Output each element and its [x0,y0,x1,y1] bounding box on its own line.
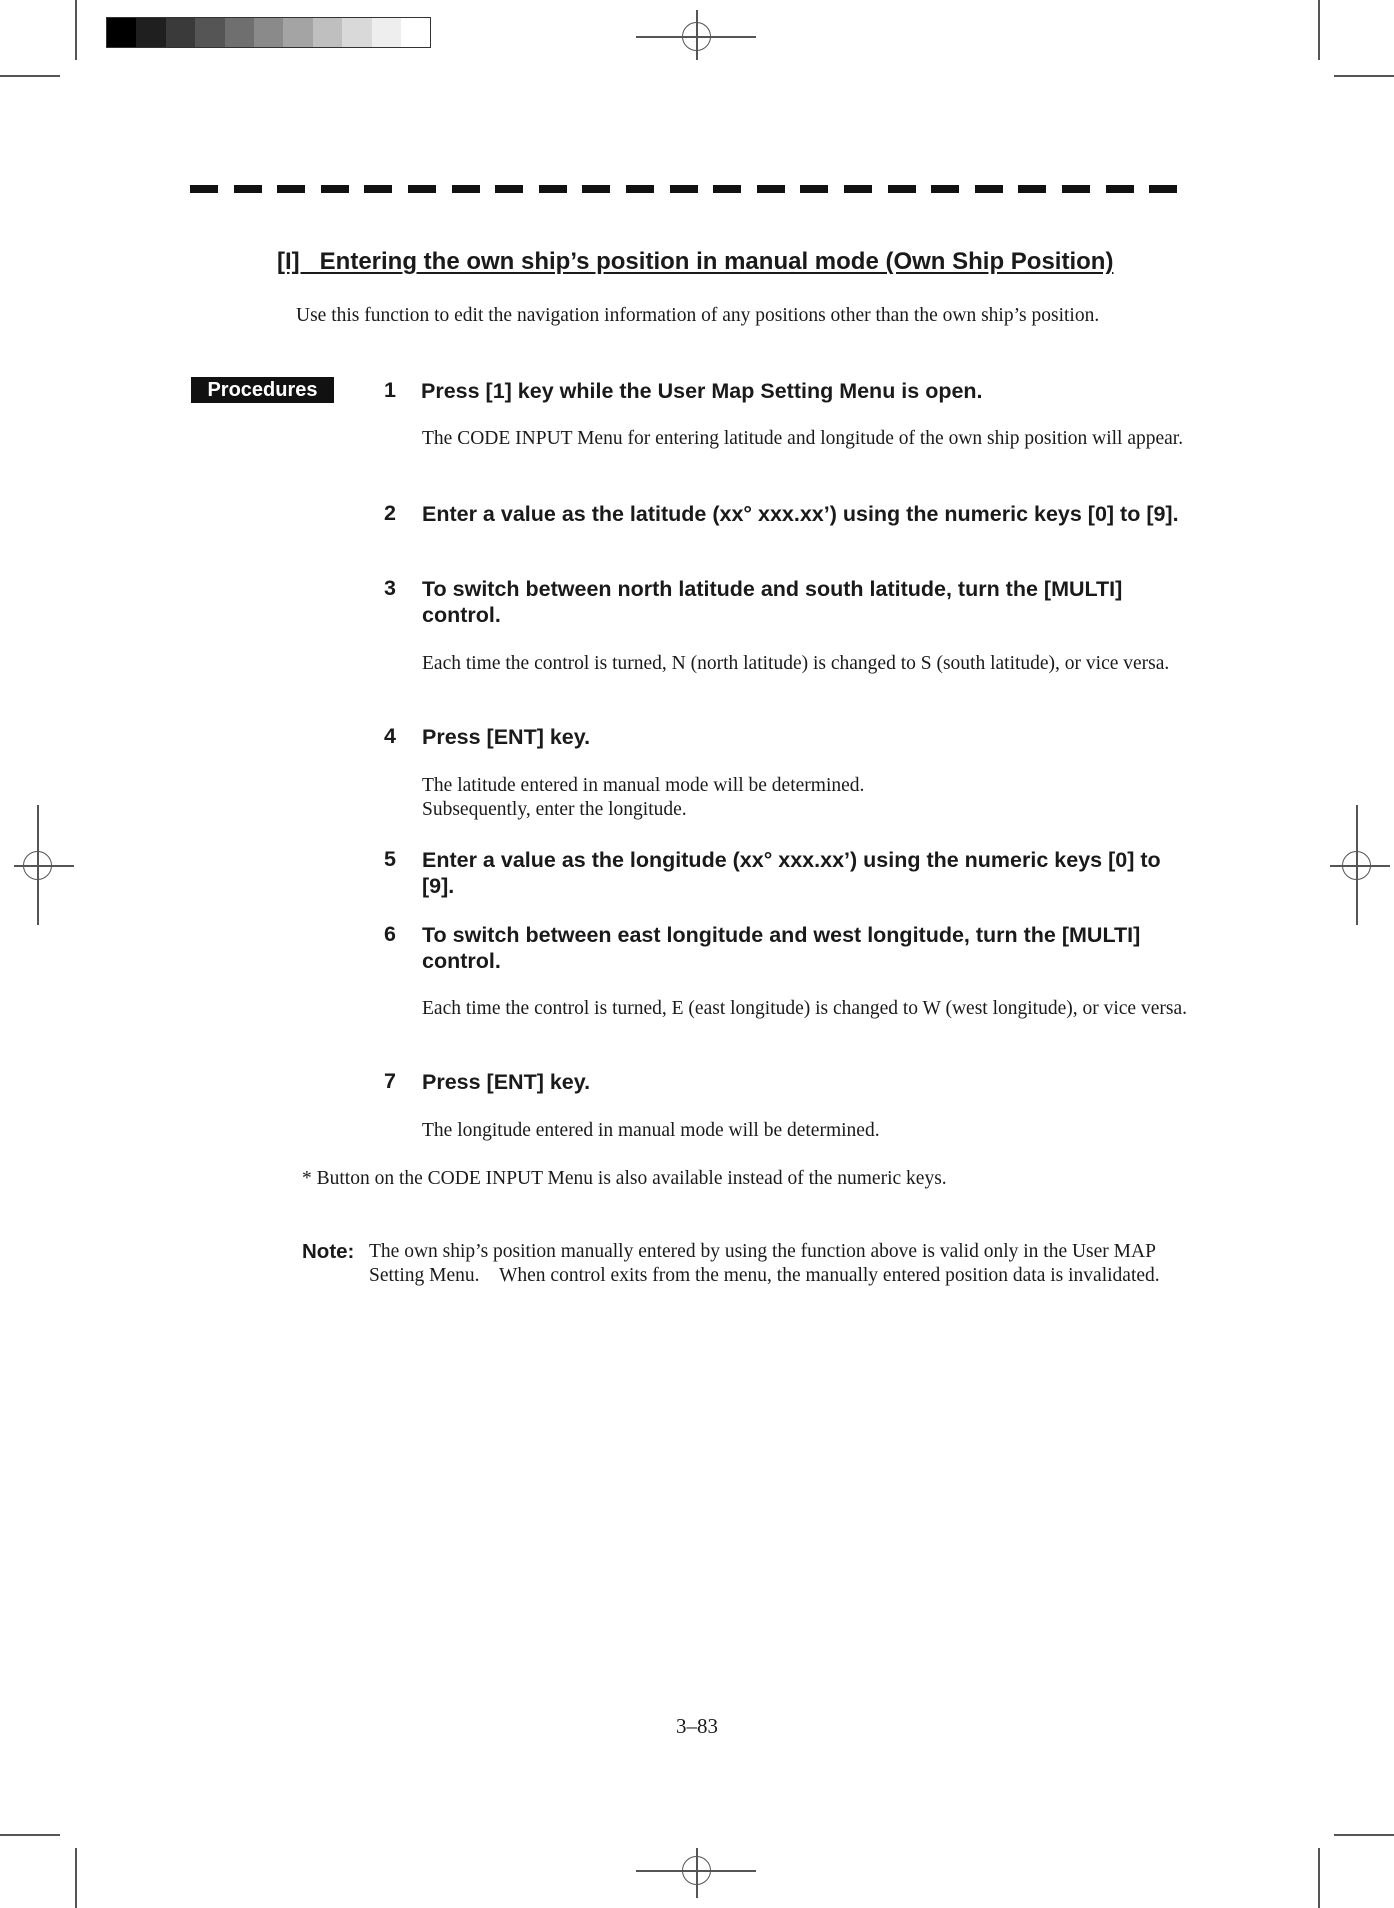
step-body: Each time the control is turned, E (east longitude) is changed to W (west longitude), or vice versa. [422,998,1187,1019]
section-intro: Use this function to edit the navigation information of any positions other than the own ship’s position. [296,305,1100,326]
gray-swatch [342,18,371,47]
step-number: 7 [384,1069,396,1093]
dash-segment [931,185,959,193]
procedures-badge: Procedures [191,377,334,403]
step-heading: Press [1] key while the User Map Setting Menu is open. [421,379,983,403]
dash-segment [1018,185,1046,193]
gray-swatch [136,18,165,47]
dash-segment [757,185,785,193]
step-body: The longitude entered in manual mode will be determined. [422,1120,880,1141]
step-heading: Enter a value as the longitude (xx° xxx.xx’) using the numeric keys [0] to [9]. [422,848,1161,898]
gray-swatch [107,18,136,47]
dash-segment [190,185,218,193]
step-body: The CODE INPUT Menu for entering latitude and longitude of the own ship position will appear. [422,428,1184,449]
step-body: Each time the control is turned, N (north latitude) is changed to S (south latitude), or vice versa. [422,653,1170,674]
dash-segment [452,185,480,193]
dash-segment [1062,185,1090,193]
step-heading: Press [ENT] key. [422,1070,591,1094]
gray-swatch [195,18,224,47]
step-number: 6 [384,922,396,946]
footnote: * Button on the CODE INPUT Menu is also available instead of the numeric keys. [302,1168,947,1189]
dash-segment [888,185,916,193]
dash-segment [277,185,305,193]
dash-segment [975,185,1003,193]
dash-segment [321,185,349,193]
step-number: 3 [384,576,396,600]
section-title: [I] Entering the own ship’s position in manual mode (Own Ship Position) [277,248,1114,275]
step-heading: Enter a value as the latitude (xx° xxx.xx’) using the numeric keys [0] to [9]. [422,502,1179,526]
step-body: The latitude entered in manual mode will be determined. [422,775,865,796]
grayscale-calibration-bar [106,17,431,48]
dash-segment [408,185,436,193]
dash-segment [234,185,262,193]
dashed-header-rule [190,185,1180,193]
gray-swatch [283,18,312,47]
gray-swatch [372,18,401,47]
gray-swatch [401,18,430,47]
dash-segment [364,185,392,193]
dash-segment [626,185,654,193]
dash-segment [1106,185,1134,193]
step-heading: To switch between north latitude and south latitude, turn the [MULTI] control. [422,577,1123,627]
gray-swatch [313,18,342,47]
gray-swatch [166,18,195,47]
page-number: 3–83 [676,1714,718,1738]
dash-segment [539,185,567,193]
dash-segment [800,185,828,193]
step-number: 5 [384,847,396,871]
dash-segment [495,185,523,193]
step-number: 2 [384,501,396,525]
dash-segment [713,185,741,193]
step-body-continued: Subsequently, enter the longitude. [422,799,687,820]
dash-segment [670,185,698,193]
step-heading: Press [ENT] key. [422,725,591,749]
dash-segment [582,185,610,193]
note-label: Note: [302,1240,355,1263]
note-text: The own ship’s position manually entered by using the function above is valid only in the User MAP Setting Menu. When control exits from the menu, the manually entered position data is invalidated. [369,1241,1160,1286]
step-number: 4 [384,724,396,748]
dash-segment [844,185,872,193]
gray-swatch [254,18,283,47]
step-heading: To switch between east longitude and west longitude, turn the [MULTI] control. [422,923,1141,973]
step-number: 1 [384,378,396,402]
gray-swatch [225,18,254,47]
dash-segment [1149,185,1177,193]
